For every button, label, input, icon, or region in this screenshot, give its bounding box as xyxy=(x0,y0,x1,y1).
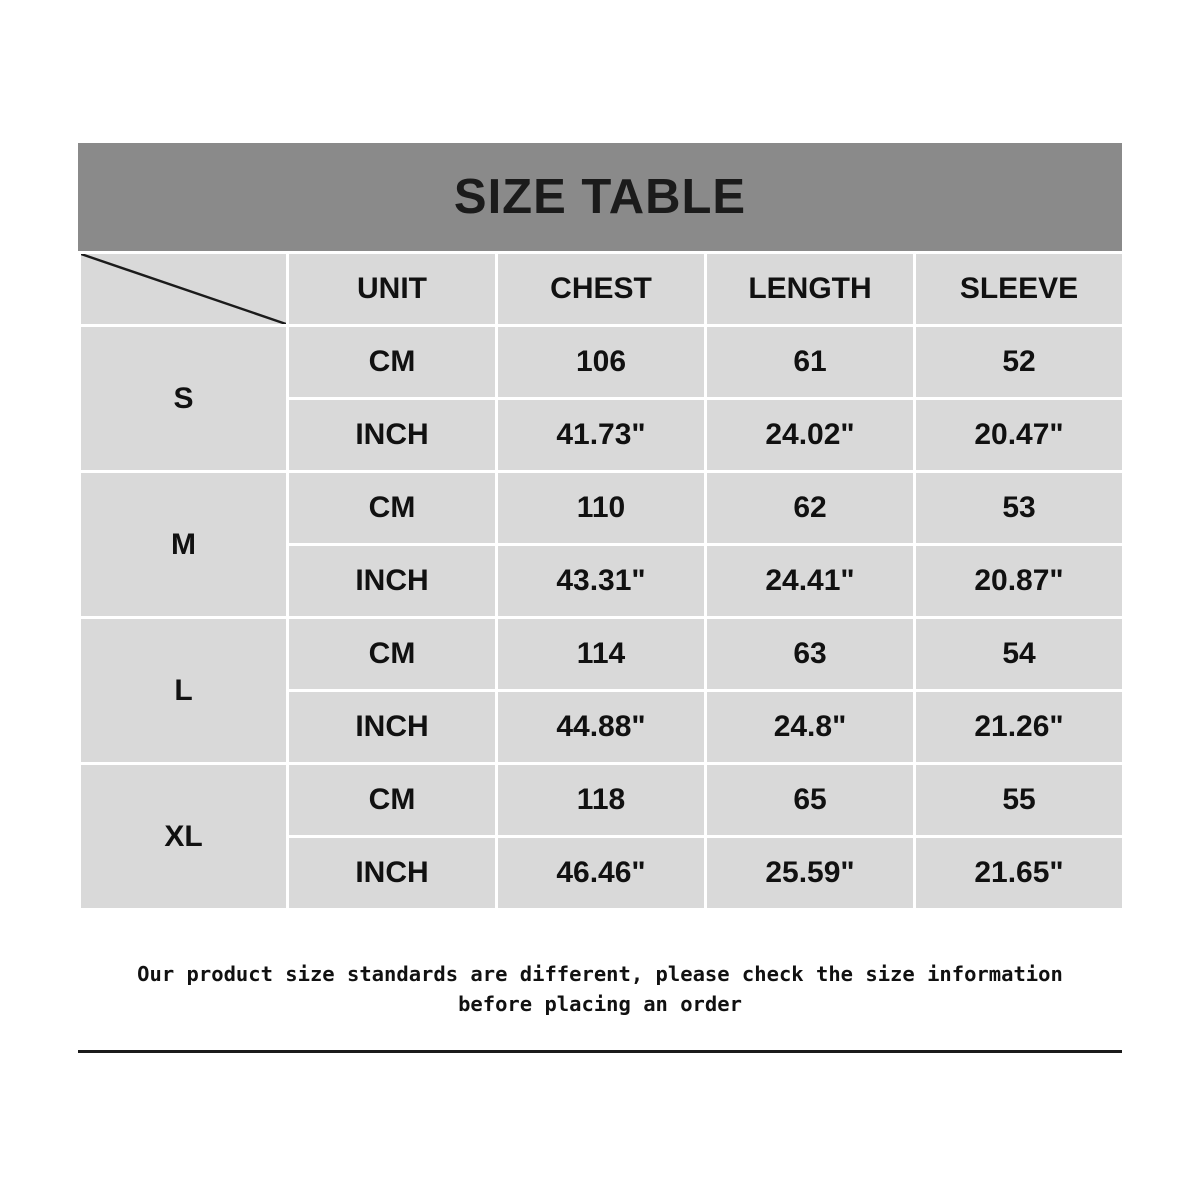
length-cm-s: 61 xyxy=(706,326,915,399)
chest-cm-l: 114 xyxy=(497,618,706,691)
length-cm-xl: 65 xyxy=(706,764,915,837)
column-header-length: LENGTH xyxy=(706,253,915,326)
sleeve-inch-m: 20.87" xyxy=(915,545,1124,618)
size-table-container xyxy=(78,143,1122,911)
length-inch-l: 24.8" xyxy=(706,691,915,764)
sleeve-inch-xl: 21.65" xyxy=(915,837,1124,910)
unit-cm-s: CM xyxy=(288,326,497,399)
sleeve-cm-l: 54 xyxy=(915,618,1124,691)
length-inch-xl: 25.59" xyxy=(706,837,915,910)
column-header-unit: UNIT xyxy=(288,253,497,326)
table-row xyxy=(80,326,1124,399)
column-header-sleeve: SLEEVE xyxy=(915,253,1124,326)
unit-inch-xl: INCH xyxy=(288,837,497,910)
size-label-l: L xyxy=(80,618,288,764)
unit-inch-m: INCH xyxy=(288,545,497,618)
length-inch-s: 24.02" xyxy=(706,399,915,472)
unit-inch-s: INCH xyxy=(288,399,497,472)
page-title: SIZE TABLE xyxy=(453,170,747,224)
length-cm-m: 62 xyxy=(706,472,915,545)
size-note-line-2: before placing an order xyxy=(458,991,742,1016)
sleeve-inch-s: 20.47" xyxy=(915,399,1124,472)
sleeve-inch-l: 21.26" xyxy=(915,691,1124,764)
size-note-line-1: Our product size standards are different, please check the size information xyxy=(137,962,1063,986)
table-corner-cell xyxy=(80,253,288,326)
unit-cm-m: CM xyxy=(288,472,497,545)
size-label-xl: XL xyxy=(80,764,288,910)
column-header-chest: CHEST xyxy=(497,253,706,326)
length-inch-m: 24.41" xyxy=(706,545,915,618)
table-row xyxy=(80,472,1124,545)
size-note xyxy=(78,960,1122,1019)
chest-inch-s: 41.73" xyxy=(497,399,706,472)
unit-cm-l: CM xyxy=(288,618,497,691)
sleeve-cm-xl: 55 xyxy=(915,764,1124,837)
size-label-s: S xyxy=(80,326,288,472)
title-bar xyxy=(78,143,1122,251)
horizontal-divider xyxy=(78,1050,1122,1053)
unit-cm-xl: CM xyxy=(288,764,497,837)
sleeve-cm-m: 53 xyxy=(915,472,1124,545)
size-label-m: M xyxy=(80,472,288,618)
sleeve-cm-s: 52 xyxy=(915,326,1124,399)
size-table xyxy=(78,251,1125,911)
chest-cm-m: 110 xyxy=(497,472,706,545)
chest-inch-l: 44.88" xyxy=(497,691,706,764)
unit-inch-l: INCH xyxy=(288,691,497,764)
chest-cm-s: 106 xyxy=(497,326,706,399)
table-header-row xyxy=(80,253,1124,326)
length-cm-l: 63 xyxy=(706,618,915,691)
chest-inch-xl: 46.46" xyxy=(497,837,706,910)
chest-inch-m: 43.31" xyxy=(497,545,706,618)
table-row xyxy=(80,764,1124,837)
chest-cm-xl: 118 xyxy=(497,764,706,837)
table-row xyxy=(80,618,1124,691)
diagonal-divider-icon xyxy=(81,254,286,324)
